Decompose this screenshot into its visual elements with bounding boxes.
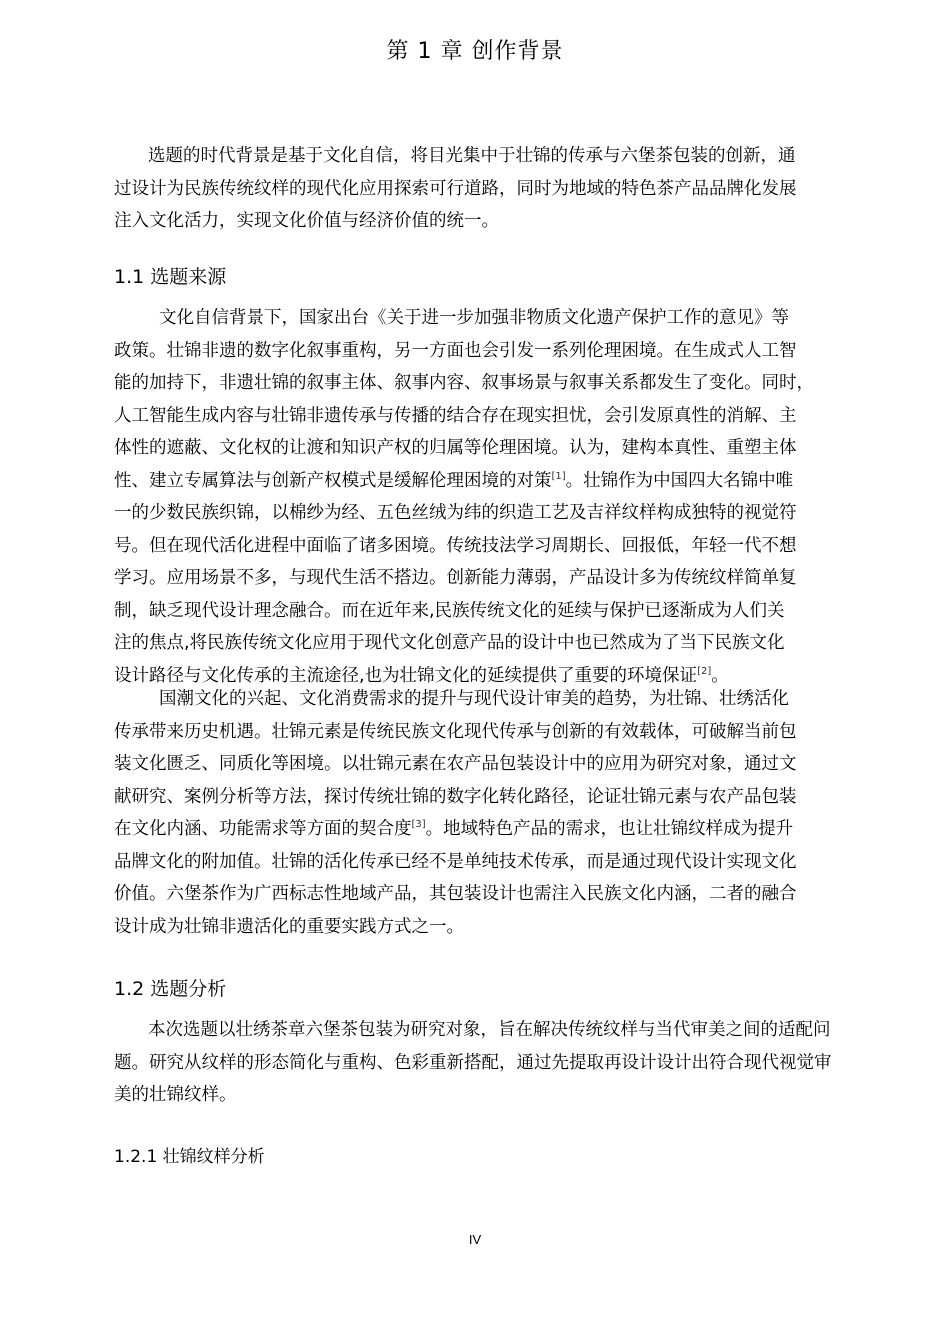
p2-line-6: 品牌文化的附加值。壮锦的活化传承已经不是单纯技术传承，而是通过现代设计实现文化 — [114, 851, 797, 872]
section-1-2-heading: 1.2 选题分析 — [114, 978, 227, 1000]
section-1-1-paragraph-1 — [114, 302, 874, 692]
intro-line-3: 注入文化活力，实现文化价值与经济价值的统一。 — [114, 211, 499, 231]
p1-line-3: 能的加持下，非遗壮锦的叙事主体、叙事内容、叙事场景与叙事关系都发生了变化。同时， — [114, 373, 814, 393]
p1-line-8: 号。但在现代活化进程中面临了诸多困境。传统技法学习周期长、回报低，年轻一代不想 — [114, 535, 797, 556]
p2-line-5-text: 在文化内涵、功能需求等方面的契合度 — [114, 819, 412, 839]
p2-line-7: 价值。六堡茶作为广西标志性地域产品，其包装设计也需注入民族文化内涵，二者的融合 — [114, 884, 797, 904]
section-1-1-heading: 1.1 选题来源 — [114, 266, 227, 288]
p1-line-6-tail: 。壮锦作为中国四大名锦中唯 — [565, 470, 794, 491]
citation-3[interactable]: [3] — [411, 819, 426, 830]
p2-line-4: 献研究、案例分析等方法，探讨传统壮锦的数字化转化路径，论证壮锦元素与农产品包装 — [114, 786, 797, 807]
page-number: IV — [468, 1232, 482, 1247]
intro-line-2: 过设计为民族传统纹样的现代化应用探索可行道路，同时为地域的特色茶产品品牌化发展 — [114, 178, 797, 199]
intro-line-1: 选题的时代背景是基于文化自信，将目光集中于壮锦的传承与六堡茶包装的创新，通 — [148, 146, 796, 166]
intro-paragraph — [114, 140, 859, 238]
p1-line-2: 政策。壮锦非遗的数字化叙事重构，另一方面也会引发一系列伦理困境。在生成式人工智 — [114, 340, 797, 361]
p2-line-5 — [114, 813, 874, 846]
p1-line-9: 学习。应用场景不多，与现代生活不搭边。创新能力薄弱，产品设计多为传统纹样简单复 — [114, 568, 797, 588]
chapter-title: 第 1 章 创作背景 — [386, 39, 564, 64]
p1-line-6-text: 性、建立专属算法与创新产权模式是缓解伦理困境的对策 — [114, 470, 552, 491]
p1-line-10: 制，缺乏现代设计理念融合。而在近年来,民族传统文化的延续与保护已逐渐成为人们关 — [114, 600, 785, 621]
p2-line-2: 传承带来历史机遇。壮锦元素是传统民族文化现代传承与创新的有效载体，可破解当前包 — [114, 721, 797, 742]
p1-line-4: 人工智能生成内容与壮锦非遗传承与传播的结合存在现实担忧，会引发原真性的消解、主 — [114, 405, 797, 426]
p1-line-11: 注的焦点,将民族传统文化应用于现代文化创意产品的设计中也已然成为了当下民族文化 — [114, 633, 785, 653]
p2-line-5-tail: 。地域特色产品的需求，也让壮锦纹样成为提升 — [425, 819, 794, 839]
p1-line-6 — [114, 465, 874, 498]
p1-line-12-text: 设计路径与文化传承的主流途径,也为壮锦文化的延续提供了重要的环境保证 — [114, 665, 698, 686]
citation-2[interactable]: [2] — [697, 665, 712, 677]
section-1-2-paragraph — [114, 1014, 914, 1112]
p1-line-5: 体性的遮蔽、文化权的让渡和知识产权的归属等伦理困境。认为，建构本真性、重塑主体 — [114, 438, 797, 458]
s12-line-2: 题。研究从纹样的形态简化与重构、色彩重新搭配，通过先提取再设计设计出符合现代视觉审 — [114, 1052, 832, 1073]
p2-line-1: 国潮文化的兴起、文化消费需求的提升与现代设计审美的趋势，为壮锦、壮绣活化 — [159, 689, 789, 709]
citation-1[interactable]: [1] — [551, 470, 566, 482]
p1-line-1: 文化自信背景下，国家出台《关于进一步加强非物质文化遗产保护工作的意见》等 — [159, 308, 789, 328]
p1-line-12-tail: 。 — [711, 665, 729, 686]
s12-line-3: 美的壮锦纹样。 — [114, 1085, 237, 1105]
section-1-1-paragraph-2 — [114, 683, 874, 943]
p1-line-7: 一的少数民族织锦，以棉纱为经、五色丝绒为纬的织造工艺及吉祥纹样构成独特的视觉符 — [114, 503, 797, 523]
s12-line-1: 本次选题以壮绣茶章六堡茶包装为研究对象，旨在解决传统纹样与当代审美之间的适配问 — [148, 1020, 831, 1040]
p2-line-3: 装文化匮乏、同质化等困境。以壮锦元素在农产品包装设计中的应用为研究对象，通过文 — [114, 754, 797, 774]
section-1-2-1-heading: 1.2.1 壮锦纹样分析 — [114, 1147, 265, 1167]
p2-line-8: 设计成为壮锦非遗活化的重要实践方式之一。 — [114, 916, 464, 937]
